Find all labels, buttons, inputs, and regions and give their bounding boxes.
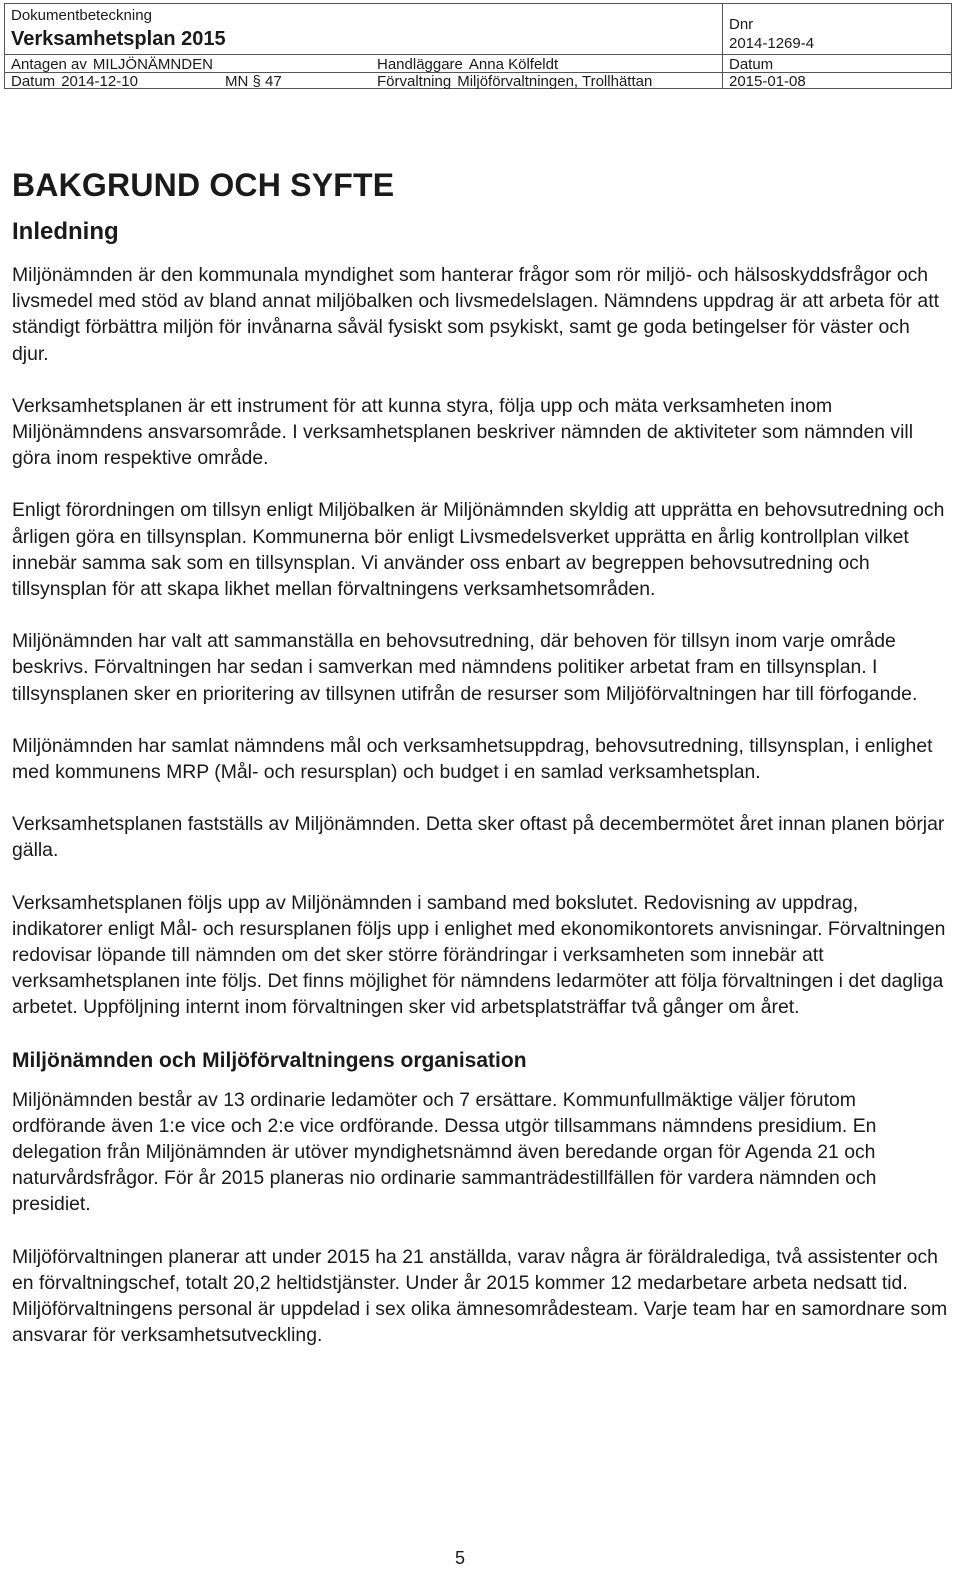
mn-reference: MN § 47 [225,73,282,90]
admin-value: Miljöförvaltningen, Trollhättan [457,73,653,90]
admin-label: Förvaltning [377,73,452,90]
date2-value: 2015-01-08 [729,73,806,90]
handler-value: Anna Kölfeldt [468,56,559,73]
header-col-document [5,4,371,88]
adopted-label: Antagen av [11,56,87,73]
paragraph: Miljöförvaltningen planerar att under 2015 ha 21 anställda, varav några är föräldralediga, två assistenter och en förvaltningschef, totalt 20,2 heltidstjänster. Under år 2015 kommer 12 medarbetare arbeta nedsatt tid. Miljöförvaltningens personal är uppdelad i sex olika ämnesområdesteam. Varje team har en samordnare som ansvarar för verksamhetsutveckling. [12,1245,948,1347]
date-value: 2014-12-10 [61,73,138,90]
administration [377,73,652,91]
paragraph: Miljönämnden har samlat nämndens mål och verksamhetsuppdrag, behovsutredning, tillsynsplan, i enlighet med kommunens MRP (Mål- och resursplan) och budget i en samlad verksamhetsplan. [12,734,933,784]
adopted-value: MILJÖNÄMNDEN [92,56,213,73]
document-header [4,3,952,89]
page-number: 5 [454,1548,465,1568]
paragraph: Verksamhetsplanen följs upp av Miljönämnden i samband med bokslutet. Redovisning av uppdrag, indikatorer enligt Mål- och resursplanen följs upp i enlighet med ekonomikontorets anvisningar. Förvaltningen redovisar löpande till nämnden om det sker större förändringar i verksamheten som innebär att verksamhetsplanen inte följs. Det finns möjlighet för nämndens ledarmöter att följa förvaltningen i det dagliga arbetet. Uppföljning internt inom förvaltningen sker vid arbetsplatsträffar två gånger om året. [12,891,946,1019]
section-title-introduction: Inledning [12,218,119,245]
decision-date [11,73,351,91]
paragraph: Miljönämnden är den kommunala myndighet som hanterar frågor som rör miljö- och hälsoskyddsfrågor och livsmedel med stöd av bland annat miljöbalken och livsmedelslagen. Nämndens uppdrag är att arbeta för att ständigt förbättra miljön för invånarna såväl fysiskt som psykiskt, samt ge goda betingelser för väster och djur. [12,264,939,365]
header-col-dnr [723,4,951,88]
header-col-handler [371,4,723,88]
date-label: Datum [11,73,56,90]
paragraph: Verksamhetsplanen fastställs av Miljönämnden. Detta sker oftast på decembermötet året innan planen börjar gälla. [12,813,945,862]
page-heading: BAKGRUND OCH SYFTE [12,167,395,203]
date2-label: Datum [729,56,774,73]
paragraph: Miljönämnden har valt att sammanställa en behovsutredning, där behoven för tillsyn inom varje område beskrivs. Förvaltningen har sedan i samverkan med nämndens politiker arbetat fram en tillsynsplan. I tillsynsplanen sker en prioritering av tillsynen utifrån de resurser som Miljöförvaltningen har till förfogande. [12,630,918,705]
dnr-value: 2014-1269-4 [729,35,815,52]
section-title-organisation: Miljönämnden och Miljöförvaltningens organisation [12,1048,527,1072]
paragraph: Miljönämnden består av 13 ordinarie ledamöter och 7 ersättare. Kommunfullmäktige väljer förutom ordförande även 1:e vice och 2:e vice ordförande. Dessa utgör tillsammans nämndens presidium. En delegation från Miljönämnden är utöver myndighetsnämnd även beredande organ för Agenda 21 och naturvårdsfrågor. För år 2015 planeras nio ordinarie sammanträdestillfällen för vardera nämnden och presidiet. [12,1088,877,1216]
dnr-label: Dnr [729,16,754,33]
doc-title: Verksamhetsplan 2015 [11,28,226,50]
document-body [12,165,948,1349]
handler-label: Handläggare [377,56,463,73]
paragraph: Verksamhetsplanen är ett instrument för att kunna styra, följa upp och mäta verksamheten inom Miljönämndens ansvarsområde. I verksamhetsplanen beskriver nämnden de aktiviteter som nämnden vill göra inom respektive område. [12,394,914,470]
doc-label: Dokumentbeteckning [11,7,152,24]
paragraph: Enligt förordningen om tillsyn enligt Miljöbalken är Miljönämnden skyldig att upprätta en behovsutredning och årligen göra en tillsynsplan. Kommunerna bör enligt Livsmedelsverket upprätta en årlig kontrollplan vilket innebär samma sak som en tillsynsplan. Vi använder oss enbart av begreppen behovsutredning och tillsynsplan för att skapa likhet mellan förvaltningens verksamhetsområden. [12,499,945,601]
